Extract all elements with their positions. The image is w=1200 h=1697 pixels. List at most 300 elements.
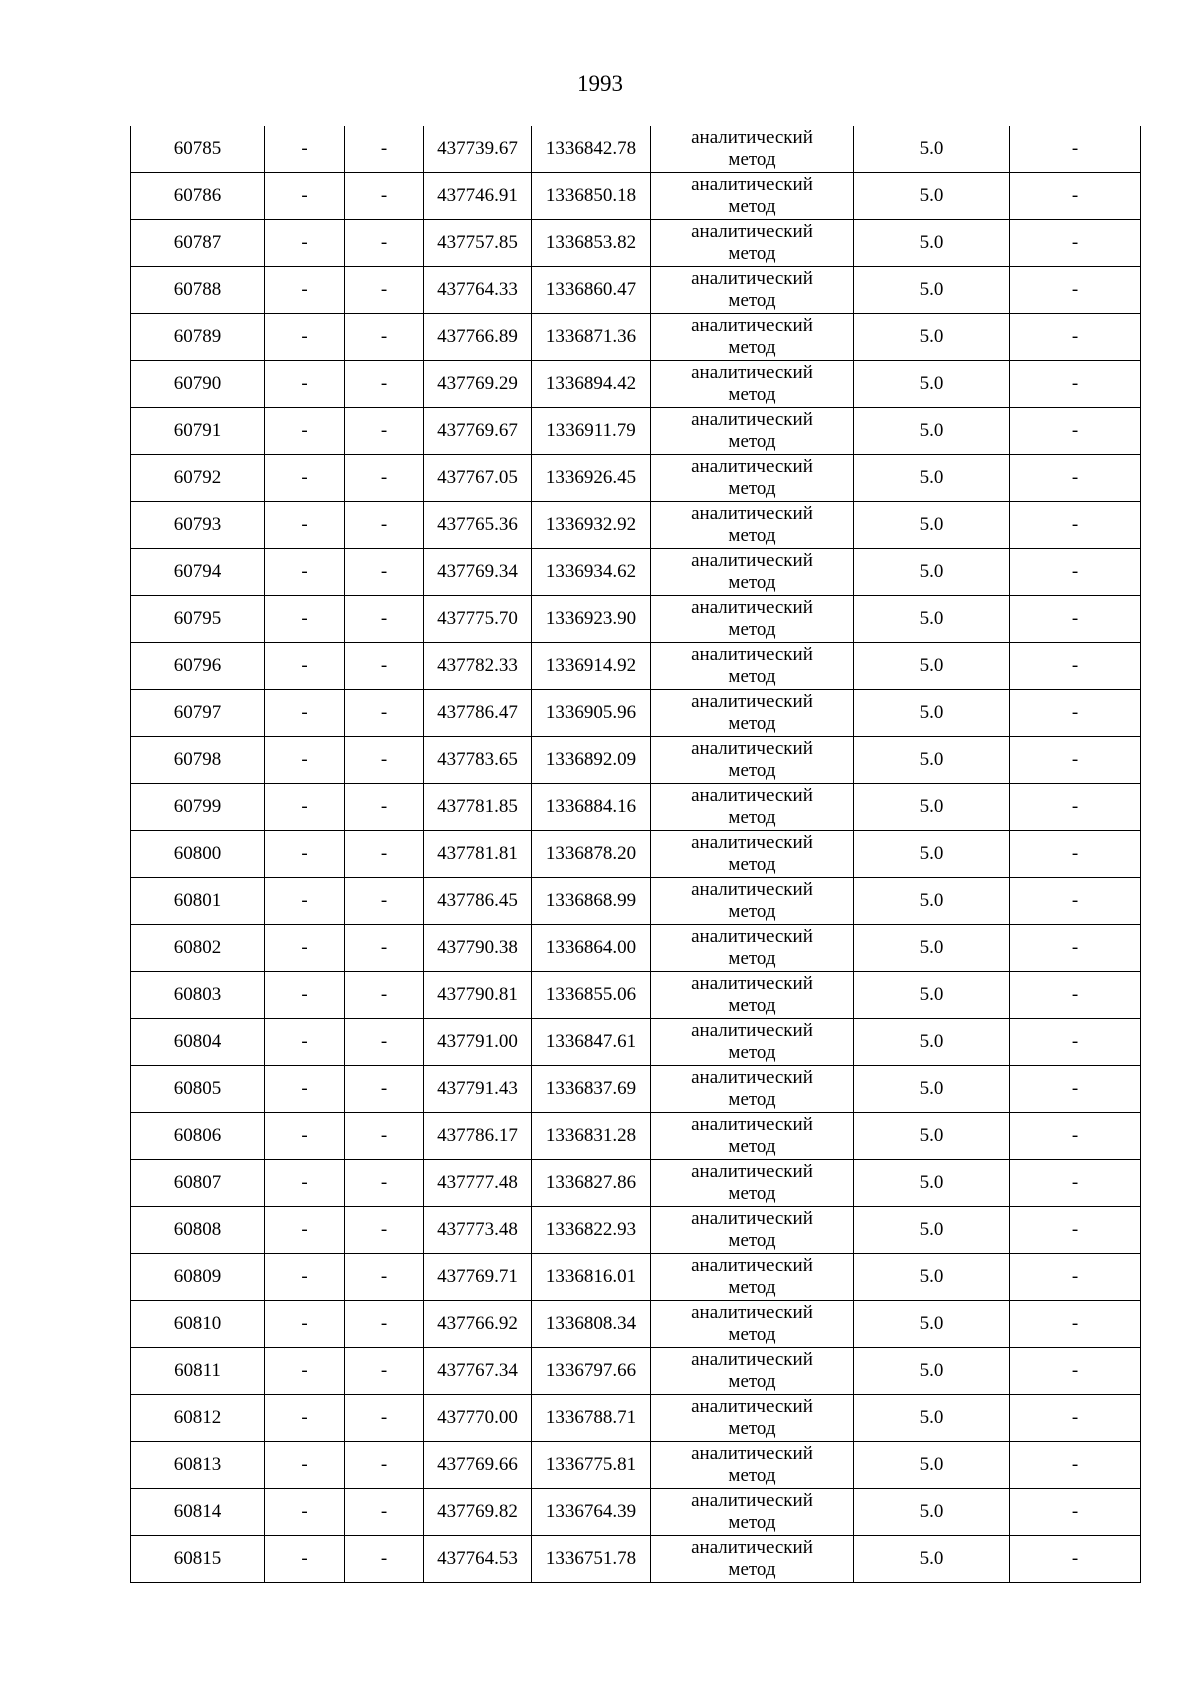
point-number-cell: 60794 [131, 549, 265, 596]
y-coordinate-cell: 1336914.92 [532, 643, 651, 690]
method-line-2: метод [728, 1512, 776, 1533]
accuracy-cell: 5.0 [854, 502, 1010, 549]
method-line-1: аналитический [691, 550, 813, 571]
accuracy-cell: 5.0 [854, 408, 1010, 455]
method-line-1: аналитический [691, 879, 813, 900]
method-line-2: метод [728, 337, 776, 358]
method-line-1: аналитический [691, 785, 813, 806]
empty-value-cell: - [265, 1536, 345, 1583]
y-coordinate-cell: 1336837.69 [532, 1066, 651, 1113]
method-line-1: аналитический [691, 1349, 813, 1370]
empty-value-cell: - [345, 1301, 424, 1348]
method-cell [651, 1066, 854, 1113]
table-row [131, 831, 1141, 878]
method-line-2: метод [728, 948, 776, 969]
table-row [131, 1066, 1141, 1113]
method-line-2: метод [728, 854, 776, 875]
table-row [131, 361, 1141, 408]
point-number-cell: 60813 [131, 1442, 265, 1489]
method-line-1: аналитический [691, 221, 813, 242]
table-row [131, 1442, 1141, 1489]
x-coordinate-cell: 437773.48 [424, 1207, 532, 1254]
empty-value-cell: - [345, 1160, 424, 1207]
method-line-2: метод [728, 1089, 776, 1110]
method-line-1: аналитический [691, 268, 813, 289]
method-line-2: метод [728, 995, 776, 1016]
y-coordinate-cell: 1336892.09 [532, 737, 651, 784]
x-coordinate-cell: 437769.66 [424, 1442, 532, 1489]
x-coordinate-cell: 437782.33 [424, 643, 532, 690]
y-coordinate-cell: 1336878.20 [532, 831, 651, 878]
empty-value-cell: - [1010, 1160, 1141, 1207]
empty-value-cell: - [265, 173, 345, 220]
method-cell [651, 1536, 854, 1583]
method-cell [651, 1348, 854, 1395]
empty-value-cell: - [1010, 643, 1141, 690]
accuracy-cell: 5.0 [854, 1442, 1010, 1489]
empty-value-cell: - [265, 1489, 345, 1536]
method-line-2: метод [728, 666, 776, 687]
point-number-cell: 60803 [131, 972, 265, 1019]
empty-value-cell: - [265, 126, 345, 173]
empty-value-cell: - [1010, 126, 1141, 173]
empty-value-cell: - [1010, 1348, 1141, 1395]
method-line-2: метод [728, 1277, 776, 1298]
empty-value-cell: - [345, 1019, 424, 1066]
table-row [131, 502, 1141, 549]
method-line-1: аналитический [691, 1490, 813, 1511]
empty-value-cell: - [265, 220, 345, 267]
x-coordinate-cell: 437790.81 [424, 972, 532, 1019]
x-coordinate-cell: 437746.91 [424, 173, 532, 220]
x-coordinate-cell: 437775.70 [424, 596, 532, 643]
empty-value-cell: - [345, 361, 424, 408]
x-coordinate-cell: 437769.34 [424, 549, 532, 596]
point-number-cell: 60799 [131, 784, 265, 831]
method-cell [651, 314, 854, 361]
method-cell [651, 1489, 854, 1536]
empty-value-cell: - [345, 1489, 424, 1536]
x-coordinate-cell: 437757.85 [424, 220, 532, 267]
accuracy-cell: 5.0 [854, 925, 1010, 972]
table-row [131, 1160, 1141, 1207]
method-line-2: метод [728, 1371, 776, 1392]
empty-value-cell: - [345, 643, 424, 690]
x-coordinate-cell: 437786.45 [424, 878, 532, 925]
point-number-cell: 60788 [131, 267, 265, 314]
accuracy-cell: 5.0 [854, 878, 1010, 925]
point-number-cell: 60791 [131, 408, 265, 455]
point-number-cell: 60804 [131, 1019, 265, 1066]
empty-value-cell: - [345, 173, 424, 220]
table-row [131, 126, 1141, 173]
method-cell [651, 1160, 854, 1207]
accuracy-cell: 5.0 [854, 972, 1010, 1019]
point-number-cell: 60795 [131, 596, 265, 643]
method-line-2: метод [728, 1230, 776, 1251]
empty-value-cell: - [265, 1254, 345, 1301]
table-row [131, 267, 1141, 314]
method-cell [651, 737, 854, 784]
method-line-1: аналитический [691, 362, 813, 383]
accuracy-cell: 5.0 [854, 596, 1010, 643]
method-line-1: аналитический [691, 315, 813, 336]
accuracy-cell: 5.0 [854, 1019, 1010, 1066]
accuracy-cell: 5.0 [854, 1254, 1010, 1301]
empty-value-cell: - [345, 1395, 424, 1442]
method-line-2: метод [728, 619, 776, 640]
method-cell [651, 361, 854, 408]
y-coordinate-cell: 1336850.18 [532, 173, 651, 220]
x-coordinate-cell: 437769.67 [424, 408, 532, 455]
method-cell [651, 784, 854, 831]
method-line-1: аналитический [691, 1396, 813, 1417]
y-coordinate-cell: 1336853.82 [532, 220, 651, 267]
method-cell [651, 643, 854, 690]
method-cell [651, 925, 854, 972]
empty-value-cell: - [345, 1207, 424, 1254]
table-row [131, 925, 1141, 972]
x-coordinate-cell: 437765.36 [424, 502, 532, 549]
method-line-1: аналитический [691, 174, 813, 195]
point-number-cell: 60807 [131, 1160, 265, 1207]
x-coordinate-cell: 437766.92 [424, 1301, 532, 1348]
method-line-1: аналитический [691, 1114, 813, 1135]
empty-value-cell: - [265, 925, 345, 972]
method-line-2: метод [728, 1136, 776, 1157]
method-cell [651, 972, 854, 1019]
empty-value-cell: - [265, 314, 345, 361]
empty-value-cell: - [345, 126, 424, 173]
empty-value-cell: - [1010, 1489, 1141, 1536]
table-row [131, 1207, 1141, 1254]
empty-value-cell: - [265, 1395, 345, 1442]
table-row [131, 314, 1141, 361]
method-line-1: аналитический [691, 1020, 813, 1041]
x-coordinate-cell: 437777.48 [424, 1160, 532, 1207]
method-line-1: аналитический [691, 973, 813, 994]
empty-value-cell: - [345, 831, 424, 878]
method-line-1: аналитический [691, 1161, 813, 1182]
method-line-1: аналитический [691, 1443, 813, 1464]
empty-value-cell: - [1010, 455, 1141, 502]
empty-value-cell: - [1010, 925, 1141, 972]
y-coordinate-cell: 1336842.78 [532, 126, 651, 173]
empty-value-cell: - [345, 267, 424, 314]
method-line-2: метод [728, 1324, 776, 1345]
point-number-cell: 60811 [131, 1348, 265, 1395]
y-coordinate-cell: 1336775.81 [532, 1442, 651, 1489]
y-coordinate-cell: 1336764.39 [532, 1489, 651, 1536]
accuracy-cell: 5.0 [854, 1536, 1010, 1583]
method-cell [651, 126, 854, 173]
method-line-2: метод [728, 807, 776, 828]
method-cell [651, 408, 854, 455]
empty-value-cell: - [345, 690, 424, 737]
table-row [131, 1489, 1141, 1536]
empty-value-cell: - [265, 831, 345, 878]
method-line-2: метод [728, 1418, 776, 1439]
accuracy-cell: 5.0 [854, 690, 1010, 737]
x-coordinate-cell: 437781.81 [424, 831, 532, 878]
accuracy-cell: 5.0 [854, 1066, 1010, 1113]
empty-value-cell: - [1010, 1066, 1141, 1113]
accuracy-cell: 5.0 [854, 784, 1010, 831]
y-coordinate-cell: 1336905.96 [532, 690, 651, 737]
table-row [131, 1395, 1141, 1442]
accuracy-cell: 5.0 [854, 126, 1010, 173]
x-coordinate-cell: 437769.82 [424, 1489, 532, 1536]
empty-value-cell: - [265, 1207, 345, 1254]
method-cell [651, 878, 854, 925]
empty-value-cell: - [345, 737, 424, 784]
method-line-2: метод [728, 572, 776, 593]
point-number-cell: 60802 [131, 925, 265, 972]
point-number-cell: 60814 [131, 1489, 265, 1536]
method-cell [651, 1254, 854, 1301]
table-row [131, 737, 1141, 784]
empty-value-cell: - [265, 455, 345, 502]
y-coordinate-cell: 1336864.00 [532, 925, 651, 972]
empty-value-cell: - [265, 1019, 345, 1066]
method-line-2: метод [728, 1042, 776, 1063]
table-row [131, 690, 1141, 737]
empty-value-cell: - [265, 878, 345, 925]
method-line-2: метод [728, 760, 776, 781]
empty-value-cell: - [345, 502, 424, 549]
empty-value-cell: - [345, 878, 424, 925]
method-line-2: метод [728, 525, 776, 546]
method-line-2: метод [728, 901, 776, 922]
method-line-1: аналитический [691, 1537, 813, 1558]
empty-value-cell: - [265, 1160, 345, 1207]
method-line-2: метод [728, 1183, 776, 1204]
table-row [131, 878, 1141, 925]
y-coordinate-cell: 1336911.79 [532, 408, 651, 455]
method-line-1: аналитический [691, 832, 813, 853]
method-line-1: аналитический [691, 1255, 813, 1276]
point-number-cell: 60793 [131, 502, 265, 549]
empty-value-cell: - [1010, 220, 1141, 267]
method-cell [651, 220, 854, 267]
empty-value-cell: - [1010, 502, 1141, 549]
empty-value-cell: - [265, 1301, 345, 1348]
table-row [131, 784, 1141, 831]
method-line-1: аналитический [691, 738, 813, 759]
empty-value-cell: - [1010, 1301, 1141, 1348]
method-line-1: аналитический [691, 1302, 813, 1323]
x-coordinate-cell: 437783.65 [424, 737, 532, 784]
y-coordinate-cell: 1336751.78 [532, 1536, 651, 1583]
method-line-2: метод [728, 384, 776, 405]
y-coordinate-cell: 1336788.71 [532, 1395, 651, 1442]
y-coordinate-cell: 1336831.28 [532, 1113, 651, 1160]
y-coordinate-cell: 1336932.92 [532, 502, 651, 549]
accuracy-cell: 5.0 [854, 220, 1010, 267]
method-cell [651, 690, 854, 737]
x-coordinate-cell: 437769.71 [424, 1254, 532, 1301]
y-coordinate-cell: 1336827.86 [532, 1160, 651, 1207]
empty-value-cell: - [1010, 549, 1141, 596]
point-number-cell: 60809 [131, 1254, 265, 1301]
table-row [131, 220, 1141, 267]
empty-value-cell: - [265, 737, 345, 784]
x-coordinate-cell: 437766.89 [424, 314, 532, 361]
method-line-1: аналитический [691, 456, 813, 477]
empty-value-cell: - [345, 455, 424, 502]
table-row [131, 1254, 1141, 1301]
empty-value-cell: - [265, 690, 345, 737]
x-coordinate-cell: 437739.67 [424, 126, 532, 173]
method-line-2: метод [728, 243, 776, 264]
table-row [131, 173, 1141, 220]
method-line-1: аналитический [691, 644, 813, 665]
empty-value-cell: - [345, 972, 424, 1019]
empty-value-cell: - [1010, 878, 1141, 925]
accuracy-cell: 5.0 [854, 737, 1010, 784]
method-line-1: аналитический [691, 409, 813, 430]
empty-value-cell: - [1010, 173, 1141, 220]
empty-value-cell: - [265, 596, 345, 643]
empty-value-cell: - [345, 925, 424, 972]
method-line-2: метод [728, 290, 776, 311]
y-coordinate-cell: 1336822.93 [532, 1207, 651, 1254]
x-coordinate-cell: 437786.47 [424, 690, 532, 737]
accuracy-cell: 5.0 [854, 1160, 1010, 1207]
table-row [131, 549, 1141, 596]
method-cell [651, 596, 854, 643]
empty-value-cell: - [265, 1066, 345, 1113]
point-number-cell: 60789 [131, 314, 265, 361]
x-coordinate-cell: 437767.05 [424, 455, 532, 502]
accuracy-cell: 5.0 [854, 173, 1010, 220]
x-coordinate-cell: 437764.33 [424, 267, 532, 314]
empty-value-cell: - [345, 1442, 424, 1489]
method-cell [651, 1395, 854, 1442]
empty-value-cell: - [1010, 267, 1141, 314]
table-row [131, 1019, 1141, 1066]
y-coordinate-cell: 1336884.16 [532, 784, 651, 831]
empty-value-cell: - [345, 220, 424, 267]
method-cell [651, 1301, 854, 1348]
accuracy-cell: 5.0 [854, 549, 1010, 596]
y-coordinate-cell: 1336816.01 [532, 1254, 651, 1301]
point-number-cell: 60787 [131, 220, 265, 267]
point-number-cell: 60797 [131, 690, 265, 737]
method-line-1: аналитический [691, 503, 813, 524]
x-coordinate-cell: 437791.43 [424, 1066, 532, 1113]
method-line-1: аналитический [691, 597, 813, 618]
method-cell [651, 267, 854, 314]
empty-value-cell: - [1010, 1113, 1141, 1160]
point-number-cell: 60805 [131, 1066, 265, 1113]
empty-value-cell: - [1010, 1019, 1141, 1066]
accuracy-cell: 5.0 [854, 1113, 1010, 1160]
empty-value-cell: - [265, 784, 345, 831]
empty-value-cell: - [1010, 1536, 1141, 1583]
table-row [131, 408, 1141, 455]
y-coordinate-cell: 1336934.62 [532, 549, 651, 596]
accuracy-cell: 5.0 [854, 1348, 1010, 1395]
method-cell [651, 1019, 854, 1066]
empty-value-cell: - [1010, 784, 1141, 831]
method-cell [651, 549, 854, 596]
method-line-2: метод [728, 1465, 776, 1486]
method-cell [651, 1113, 854, 1160]
point-number-cell: 60790 [131, 361, 265, 408]
empty-value-cell: - [265, 361, 345, 408]
empty-value-cell: - [345, 1536, 424, 1583]
method-cell [651, 455, 854, 502]
empty-value-cell: - [1010, 737, 1141, 784]
accuracy-cell: 5.0 [854, 1207, 1010, 1254]
empty-value-cell: - [345, 1113, 424, 1160]
method-line-2: метод [728, 149, 776, 170]
accuracy-cell: 5.0 [854, 1395, 1010, 1442]
empty-value-cell: - [1010, 690, 1141, 737]
point-number-cell: 60801 [131, 878, 265, 925]
empty-value-cell: - [1010, 1254, 1141, 1301]
table-row [131, 1348, 1141, 1395]
accuracy-cell: 5.0 [854, 1489, 1010, 1536]
method-cell [651, 1442, 854, 1489]
table-row [131, 1536, 1141, 1583]
x-coordinate-cell: 437769.29 [424, 361, 532, 408]
empty-value-cell: - [1010, 1395, 1141, 1442]
empty-value-cell: - [265, 267, 345, 314]
empty-value-cell: - [265, 408, 345, 455]
empty-value-cell: - [1010, 831, 1141, 878]
y-coordinate-cell: 1336860.47 [532, 267, 651, 314]
empty-value-cell: - [1010, 408, 1141, 455]
empty-value-cell: - [345, 408, 424, 455]
empty-value-cell: - [345, 549, 424, 596]
x-coordinate-cell: 437786.17 [424, 1113, 532, 1160]
y-coordinate-cell: 1336855.06 [532, 972, 651, 1019]
table-row [131, 596, 1141, 643]
coordinates-table [130, 126, 1141, 1583]
point-number-cell: 60785 [131, 126, 265, 173]
empty-value-cell: - [265, 1348, 345, 1395]
page-number: 1993 [577, 71, 623, 96]
method-line-1: аналитический [691, 1067, 813, 1088]
x-coordinate-cell: 437770.00 [424, 1395, 532, 1442]
x-coordinate-cell: 437764.53 [424, 1536, 532, 1583]
table-row [131, 1113, 1141, 1160]
empty-value-cell: - [345, 314, 424, 361]
table-row [131, 972, 1141, 1019]
x-coordinate-cell: 437790.38 [424, 925, 532, 972]
table-row [131, 455, 1141, 502]
method-line-2: метод [728, 196, 776, 217]
method-line-2: метод [728, 431, 776, 452]
empty-value-cell: - [345, 1254, 424, 1301]
y-coordinate-cell: 1336894.42 [532, 361, 651, 408]
accuracy-cell: 5.0 [854, 314, 1010, 361]
accuracy-cell: 5.0 [854, 1301, 1010, 1348]
empty-value-cell: - [1010, 361, 1141, 408]
empty-value-cell: - [1010, 1442, 1141, 1489]
empty-value-cell: - [345, 784, 424, 831]
y-coordinate-cell: 1336871.36 [532, 314, 651, 361]
y-coordinate-cell: 1336808.34 [532, 1301, 651, 1348]
empty-value-cell: - [265, 502, 345, 549]
method-cell [651, 173, 854, 220]
accuracy-cell: 5.0 [854, 455, 1010, 502]
method-cell [651, 1207, 854, 1254]
empty-value-cell: - [1010, 1207, 1141, 1254]
accuracy-cell: 5.0 [854, 643, 1010, 690]
